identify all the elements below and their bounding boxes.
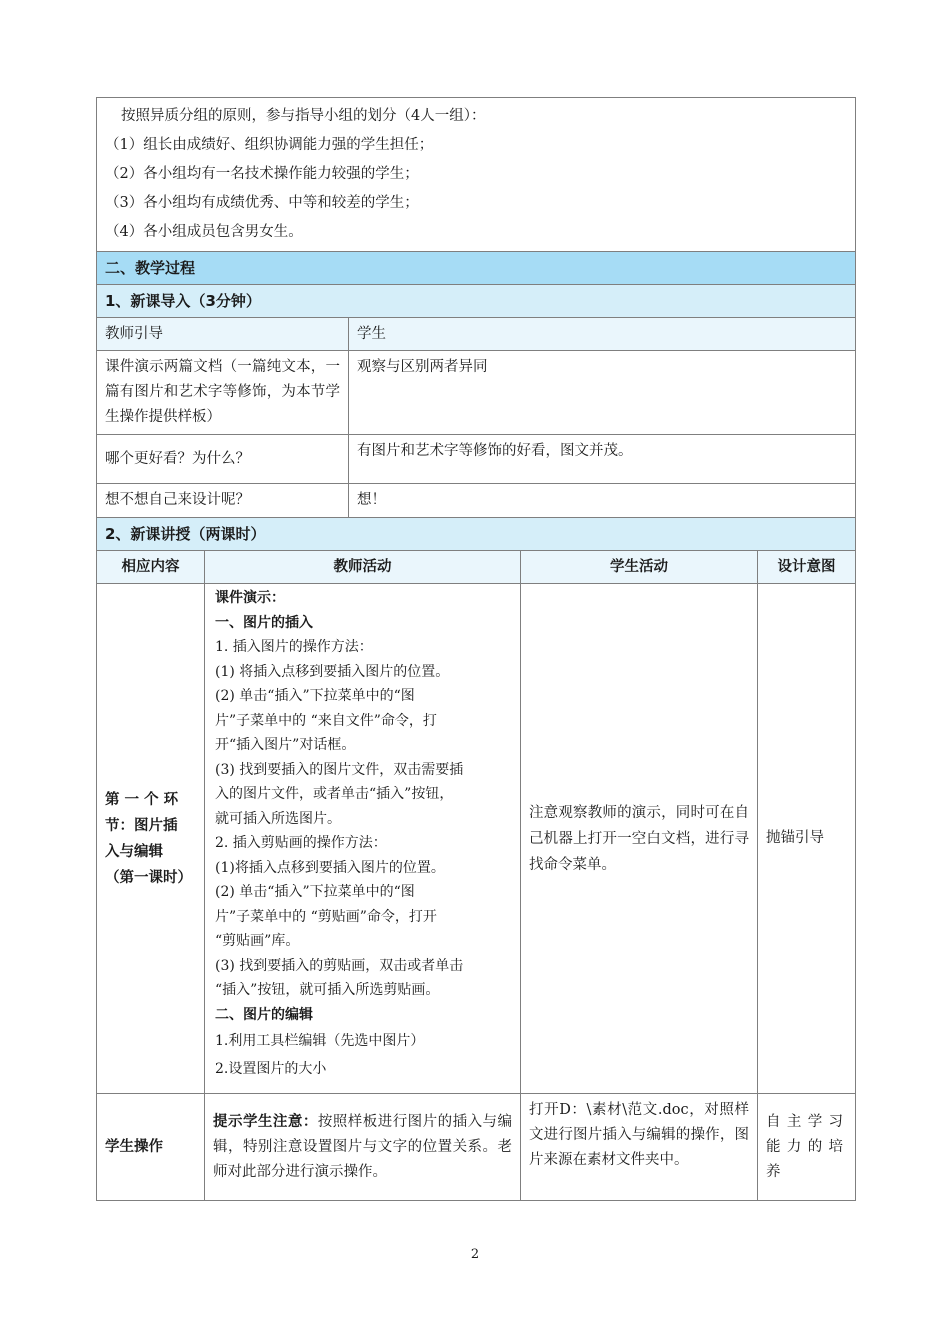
practice-student-cell: 打开D：\素材\范文.doc，对照样文进行图片插入与编辑的操作，图片来源在素材文件夹中。 (521, 1094, 758, 1201)
section-title-process: 二、教学过程 (97, 252, 856, 285)
intro-lesson-row (97, 435, 856, 484)
teacher-activity-line: (3) 找到要插入的图片文件，双击需要插 (215, 761, 464, 778)
intro-student-cell: 想！ (349, 484, 856, 518)
step-content-line: 入与编辑 (105, 843, 163, 860)
grouping-row (97, 98, 856, 252)
grouping-rule-2: （2）各小组均有一名技术操作能力较强的学生； (105, 166, 419, 182)
practice-content-cell: 学生操作 (97, 1094, 205, 1201)
teacher-activity-line: 片”子菜单中的 “剪贴画”命令，打开 (215, 908, 437, 925)
teacher-activity-line: 一、图片的插入 (215, 614, 313, 631)
intro-teacher-cell: 哪个更好看？为什么？ (97, 435, 349, 484)
intro-lesson-colheads (97, 318, 856, 351)
practice-teacher-text: 按照样板进行图片的插入与编辑，特别注意设置图片与文字的位置关系。老师对此部分进行演示操作。 (213, 1113, 513, 1180)
student-activity-cell: 注意观察教师的演示，同时可在自己机器上打开一空白文档，进行寻找命令菜单。 (521, 584, 758, 1094)
grouping-rule-3: （3）各小组均有成绩优秀、中等和较差的学生； (105, 195, 419, 211)
teacher-activity-line: (1)将插入点移到要插入图片的位置。 (215, 859, 445, 876)
design-intent-cell: 抛锚引导 (758, 584, 856, 1094)
teacher-activity-line: 2. 插入剪贴画的操作方法： (215, 835, 387, 851)
practice-design-cell: 自主学习能力的培养 (758, 1094, 856, 1201)
teacher-activity-line: 1.利用工具栏编辑（先选中图片） (215, 1033, 425, 1049)
teacher-activity-line: (2) 单击“插入”下拉菜单中的“图 (215, 688, 415, 704)
teacher-activity-line: “剪贴画”库。 (215, 933, 300, 949)
document-page (96, 97, 855, 1201)
teacher-activity-line: 2.设置图片的大小 (215, 1061, 327, 1077)
intro-lesson-header-row (97, 285, 856, 318)
teacher-activity-line: 就可插入所选图片。 (215, 810, 341, 827)
teacher-activity-line: 1. 插入图片的操作方法： (215, 639, 373, 655)
student-practice-row (97, 1094, 856, 1201)
practice-teacher-cell (205, 1094, 521, 1201)
col-content: 相应内容 (97, 551, 205, 584)
teacher-activity-line: 课件演示： (215, 590, 285, 606)
lesson-plan-table (96, 97, 856, 1201)
practice-teacher-emphasis: 提示学生注意： (213, 1113, 318, 1130)
intro-student-cell: 观察与区别两者异同 (349, 351, 856, 435)
intro-teacher-cell: 课件演示两篇文档（一篇纯文本，一篇有图片和艺术字等修饰，为本节学生操作提供样板） (97, 351, 349, 435)
step-content-line: （第一课时） (105, 869, 192, 886)
intro-lesson-title: 1、新课导入（3分钟） (97, 285, 856, 318)
teacher-activity-line: 开“插入图片”对话框。 (215, 737, 356, 753)
teacher-activity-line: (2) 单击“插入”下拉菜单中的“图 (215, 884, 415, 900)
grouping-rule-1: （1）组长由成绩好、组织协调能力强的学生担任； (105, 137, 434, 153)
teacher-activity-line: 片”子菜单中的 “来自文件”命令，打 (215, 712, 437, 729)
intro-lesson-row (97, 484, 856, 518)
new-lesson-header-row (97, 518, 856, 551)
teacher-activity-line: (3) 找到要插入的剪贴画，双击或者单击 (215, 957, 464, 974)
new-lesson-title: 2、新课讲授（两课时） (97, 518, 856, 551)
intro-lesson-row (97, 351, 856, 435)
step-content-cell (97, 584, 205, 1094)
teacher-activity-line: (1) 将插入点移到要插入图片的位置。 (215, 663, 450, 680)
col-student: 学生 (349, 318, 856, 351)
grouping-cell (97, 98, 856, 252)
teacher-activity-line: “插入”按钮，就可插入所选剪贴画。 (215, 982, 440, 998)
step-content-line: 第 一 个 环 (105, 791, 179, 808)
teacher-activity-lines (215, 586, 512, 1083)
section-header-row (97, 252, 856, 285)
teacher-activity-line: 二、图片的编辑 (215, 1006, 313, 1023)
col-teacher-guide: 教师引导 (97, 318, 349, 351)
col-design-intent: 设计意图 (758, 551, 856, 584)
lesson-step-row (97, 584, 856, 1094)
page-number: 2 (470, 1247, 480, 1262)
teacher-activity-cell (205, 584, 521, 1094)
col-teacher-activity: 教师活动 (205, 551, 521, 584)
teacher-activity-line: 入的图片文件，或者单击“插入”按钮， (215, 786, 454, 802)
grouping-intro-line: 按照异质分组的原则，参与指导小组的划分（4人一组）： (121, 108, 486, 124)
intro-teacher-cell: 想不想自己来设计呢？ (97, 484, 349, 518)
intro-student-cell: 有图片和艺术字等修饰的好看，图文并茂。 (349, 435, 856, 484)
col-student-activity: 学生活动 (521, 551, 758, 584)
new-lesson-colheads (97, 551, 856, 584)
step-content-line: 节：图片插 (105, 817, 178, 834)
grouping-rule-4: （4）各小组成员包含男女生。 (105, 224, 303, 240)
